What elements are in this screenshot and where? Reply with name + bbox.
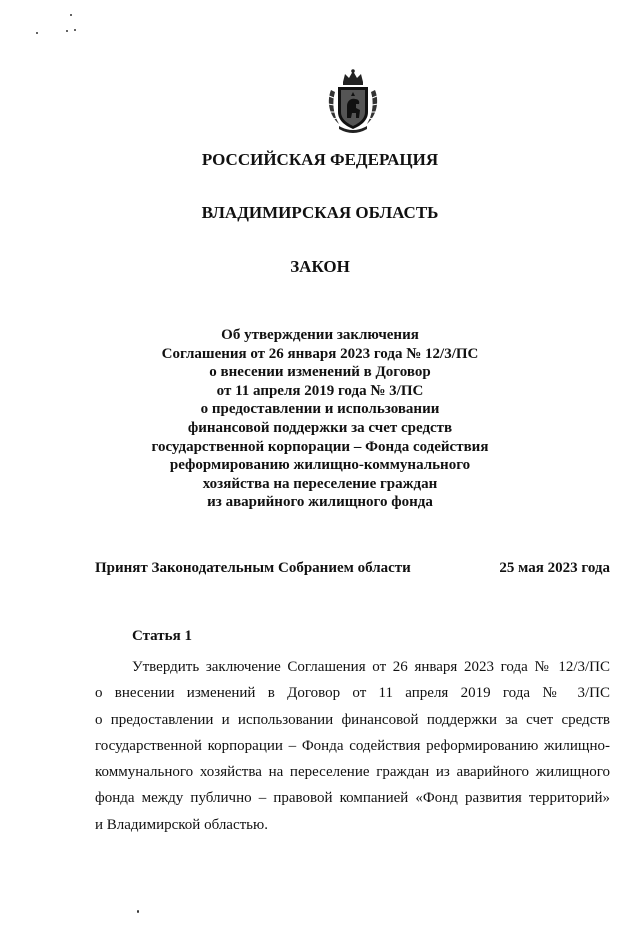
title-line: о предоставлении и использовании: [200, 401, 440, 418]
body-line: государственной корпорации – Фонда содействия реформированию жилищно-: [95, 737, 610, 754]
title-line: хозяйства на переселение граждан: [202, 475, 438, 492]
body-line: Утвердить заключение Соглашения от 26 января 2023 года № 12/3/ПС: [132, 659, 610, 675]
title-line: финансовой поддержки за счет средств: [187, 419, 453, 436]
region-heading: ВЛАДИМИРСКАЯ ОБЛАСТЬ: [201, 203, 439, 222]
adoption-date: 25 мая 2023 года: [499, 560, 610, 576]
title-line: Об утверждении заключения: [221, 327, 419, 343]
country-heading: РОССИЙСКАЯ ФЕДЕРАЦИЯ: [201, 150, 439, 169]
title-line: Соглашения от 26 января 2023 года № 12/3/ПС: [161, 345, 479, 362]
body-line: о внесении изменений в Договор от 11 апреля 2019 года № 3/ПС: [95, 685, 610, 702]
title-line: реформированию жилищно-коммунального: [169, 457, 471, 474]
title-line: из аварийного жилищного фонда: [207, 494, 433, 511]
law-title: [0, 326, 640, 512]
body-line: о предоставлении и использовании финансовой поддержки за счет средств: [95, 711, 610, 728]
doc-type-heading: ЗАКОН: [290, 257, 350, 276]
body-line: коммунального хозяйства на переселение граждан из аварийного жилищного: [95, 764, 610, 781]
title-line: от 11 апреля 2019 года № 3/ПС: [216, 382, 424, 399]
adopted-by: Принят Законодательным Собранием области: [95, 560, 411, 576]
vladimir-coat-of-arms-icon: [325, 68, 381, 134]
title-line: о внесении изменений в Договор: [209, 364, 431, 381]
adoption-line: [95, 560, 610, 577]
article-heading: Статья 1: [132, 628, 192, 644]
body-line: и Владимирской областью.: [95, 816, 268, 833]
body-line: фонда между публично – правовой компанией «Фонд развития территорий»: [95, 790, 610, 807]
title-line: государственной корпорации – Фонда содействия: [151, 438, 489, 455]
article-body: [95, 654, 610, 838]
